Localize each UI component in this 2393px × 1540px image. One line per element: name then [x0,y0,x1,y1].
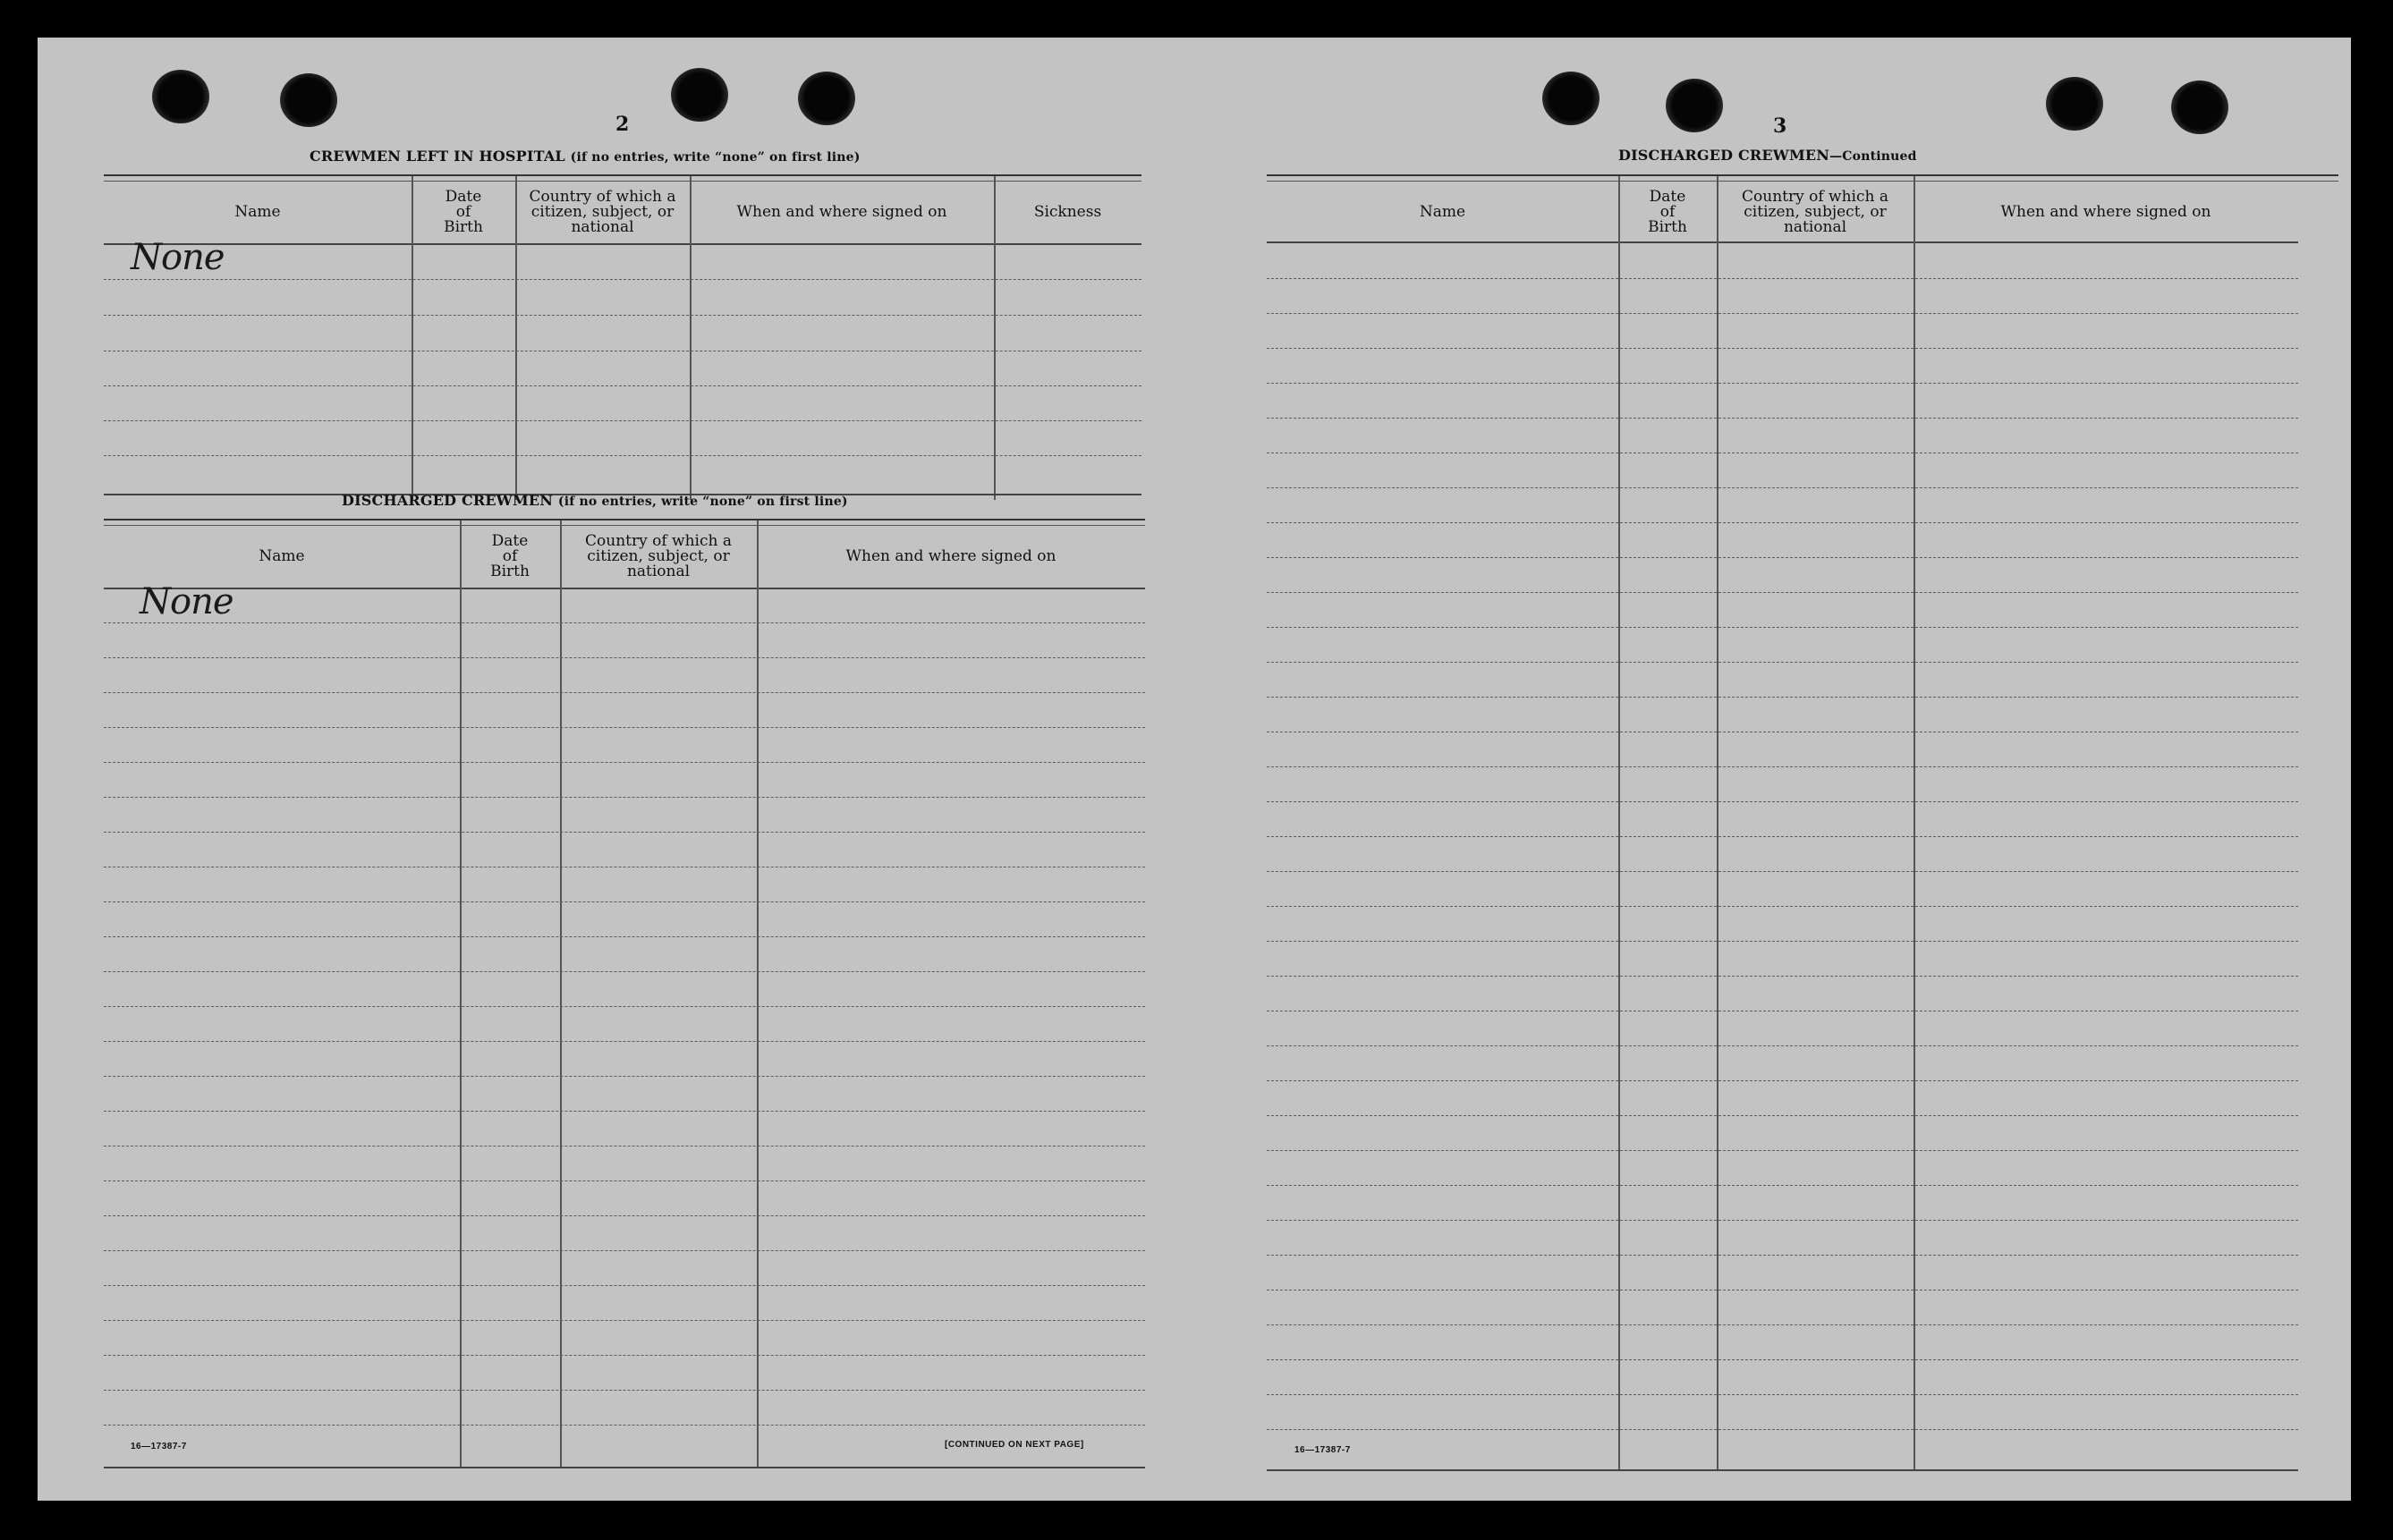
section-note: (if no entries, write “none” on first line) [557,495,848,509]
column-header-text: Country of which a citizen, subject, or national [529,187,676,236]
punch-hole [2046,77,2103,131]
handwritten-entry: None [131,237,225,278]
page-number: 2 [615,113,630,136]
column-header-country [1717,181,1914,243]
section-note: —Continued [1829,149,1917,164]
section-note: (if no entries, write “none” on first line) [570,150,861,165]
column-header-date-of-birth [460,525,560,588]
handwritten-entry: None [140,581,233,622]
hospital-table [104,174,1141,500]
discharged-table [104,519,1145,1471]
page-number: 3 [1773,114,1787,138]
column-header-signed-on: When and where signed on [736,202,947,221]
column-header-text: Country of which a citizen, subject, or national [1742,187,1888,236]
continued-note: [CONTINUED ON NEXT PAGE] [945,1440,1084,1450]
column-header-signed-on: When and where signed on [845,546,1056,565]
column-header-text: Date of Birth [1648,187,1687,236]
punch-hole [2171,80,2228,134]
punch-hole [798,72,855,125]
column-header-name: Name [1419,202,1466,221]
column-header-text: Date of Birth [490,531,530,580]
column-header-name: Name [234,202,281,221]
column-header-country [515,181,690,243]
punch-hole [152,70,209,123]
column-header-text: Country of which a citizen, subject, or national [585,531,732,580]
form-number: 16—17387-7 [1294,1445,1351,1455]
hospital-section-title [310,148,861,165]
discharged-section-title [342,492,848,509]
column-header-country [560,525,757,588]
column-header-date-of-birth [1618,181,1717,243]
section-title-text: CREWMEN LEFT IN HOSPITAL [310,148,565,165]
punch-hole [671,68,728,122]
punch-hole [1666,79,1723,132]
column-header-sickness: Sickness [1033,202,1102,221]
document-sheet [38,38,2351,1501]
punch-hole [280,73,337,127]
discharged-continued-title [1618,147,1917,164]
form-number: 16—17387-7 [131,1442,187,1451]
discharged-continued-table [1267,174,2338,1476]
section-title-text: DISCHARGED CREWMEN [342,492,554,509]
column-header-text: Date of Birth [444,187,483,236]
column-header-signed-on: When and where signed on [2000,202,2211,221]
column-header-name: Name [259,546,305,565]
punch-hole [1542,72,1600,125]
section-title-text: DISCHARGED CREWMEN [1618,147,1830,164]
column-header-date-of-birth [412,181,515,243]
